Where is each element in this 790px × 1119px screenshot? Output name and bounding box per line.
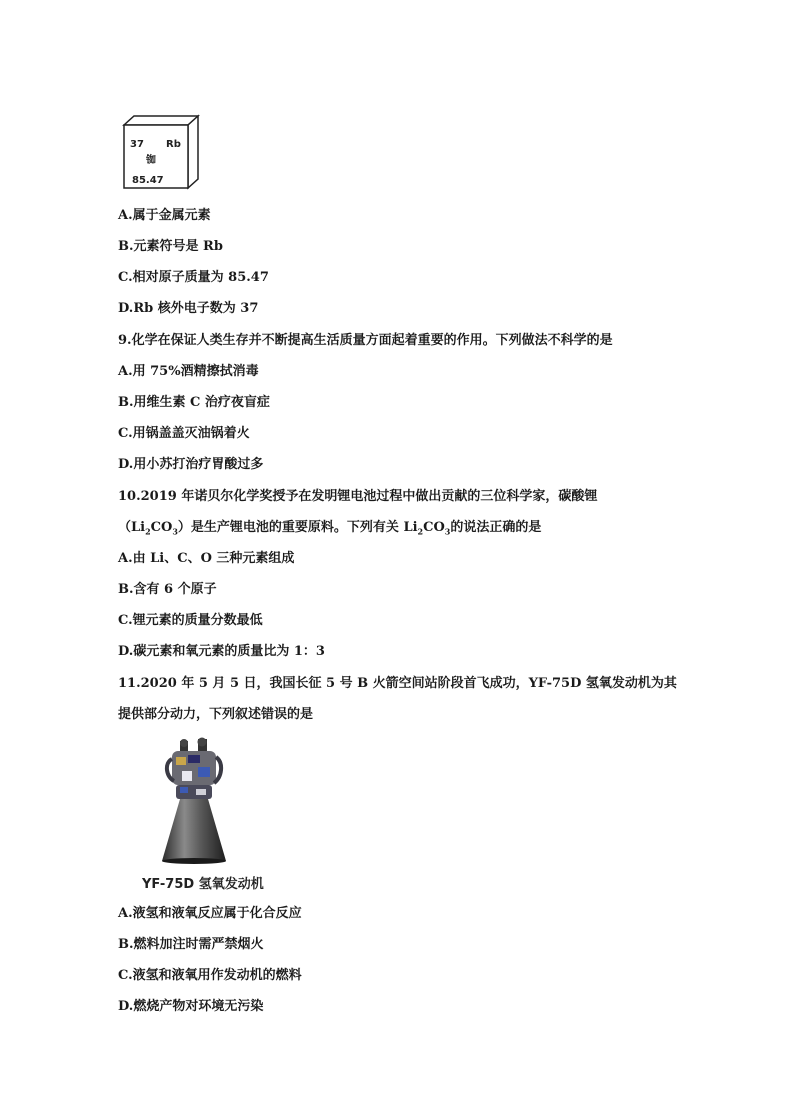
element-number: 37 (130, 139, 144, 150)
q8-option-d: D.Rb 核外电子数为 37 (118, 301, 259, 316)
q10-option-b: B.含有 6 个原子 (118, 582, 217, 597)
rocket-engine-image (158, 737, 230, 865)
q10-stem-line2: $(Li_2CO_3)$是生产锂电池的重要原料。下列有关 $Li_2CO_3$的说法正确的是 (118, 520, 542, 537)
q11-option-c: C.液氢和液氧用作发动机的燃料 (118, 968, 302, 983)
q9-option-b: B.用维生素 C 治疗夜盲症 (118, 395, 270, 410)
element-card (118, 113, 200, 193)
element-name: 铷 (146, 155, 156, 166)
q11-stem-line1: 11.2020 年 5 月 5 日，我国长征 5 号 B 火箭空间站阶段首飞成功，YF-75D 氢氧发动机为其 (118, 676, 677, 691)
q8-option-a: A.属于金属元素 (118, 208, 211, 223)
q9-option-d: D.用小苏打治疗胃酸过多 (118, 457, 264, 472)
q10-option-c: C.锂元素的质量分数最低 (118, 613, 263, 628)
q9-option-a: A.用 75%酒精擦拭消毒 (118, 364, 259, 379)
rocket-engine-caption: YF-75D 氢氧发动机 (142, 877, 264, 892)
q11-option-d: D.燃烧产物对环境无污染 (118, 999, 264, 1014)
q11-stem-line2: 提供部分动力，下列叙述错误的是 (118, 707, 314, 722)
q10-option-d: D.碳元素和氧元素的质量比为 1：3 (118, 644, 325, 659)
element-mass: 85.47 (132, 175, 164, 186)
q9-option-c: C.用锅盖盖灭油锅着火 (118, 426, 250, 441)
q11-option-b: B.燃料加注时需严禁烟火 (118, 937, 264, 952)
q10-stem-line1: 10.2019 年诺贝尔化学奖授予在发明锂电池过程中做出贡献的三位科学家，碳酸锂 (118, 489, 598, 504)
q11-option-a: A.液氢和液氧反应属于化合反应 (118, 906, 302, 921)
element-symbol: Rb (166, 139, 181, 150)
q10-option-a: A.由 Li、C、O 三种元素组成 (118, 551, 295, 566)
q8-option-c: C.相对原子质量为 85.47 (118, 270, 269, 285)
q8-option-b: B.元素符号是 Rb (118, 239, 223, 254)
q9-stem: 9.化学在保证人类生存并不断提高生活质量方面起着重要的作用。下列做法不科学的是 (118, 333, 613, 348)
